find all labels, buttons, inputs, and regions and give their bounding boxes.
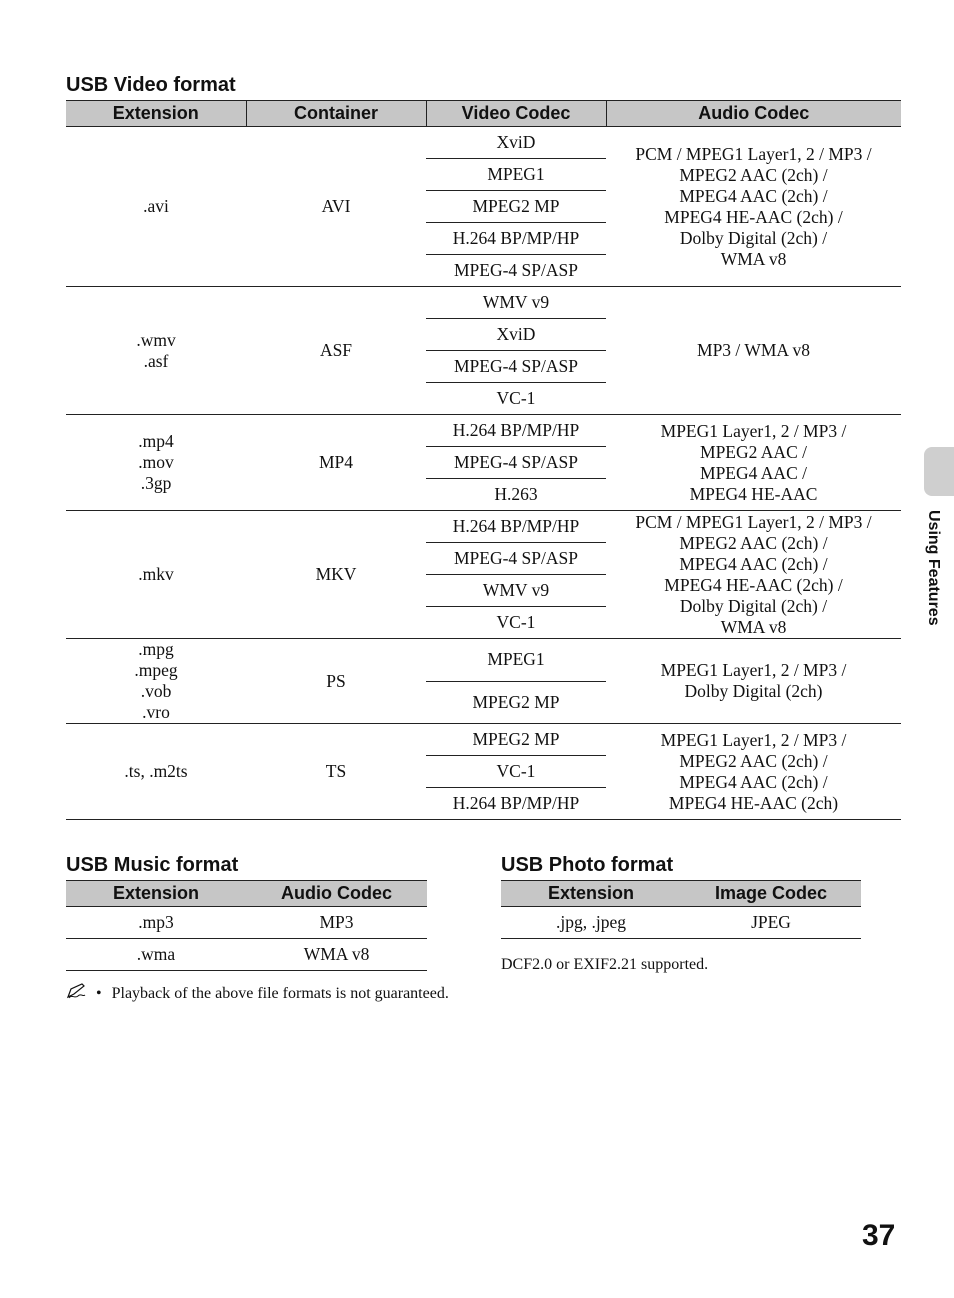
container-cell: MP4 [246,415,426,511]
video-codec-cell: XviD [426,319,606,351]
audio-codec-line: MPEG4 AAC (2ch) / [679,771,828,792]
audio-codec-cell [606,724,901,820]
table-row [66,639,901,682]
table-cell: MP3 [246,907,427,939]
video-codec-cell: MPEG1 [426,159,606,191]
extension-item: .vob [140,681,172,701]
video-codec-cell: WMV v9 [426,575,606,607]
table-row [66,511,901,543]
video-codec-cell: H.264 BP/MP/HP [426,511,606,543]
page-number: 37 [862,1219,896,1252]
audio-codec-cell [606,127,901,287]
table-cell: .mp3 [66,907,246,939]
extension-item: .wmv [136,329,176,350]
audio-codec-line: MPEG4 AAC (2ch) / [679,185,828,206]
photo-support-note: DCF2.0 or EXIF2.21 supported. [501,956,709,973]
audio-codec-line: MPEG2 AAC / [700,441,807,462]
video-codec-cell: MPEG-4 SP/ASP [426,351,606,383]
footnote [66,983,449,1004]
table-row [66,415,901,447]
audio-codec-line: Dolby Digital (2ch) [684,681,823,701]
video-codec-cell: MPEG2 MP [426,681,606,724]
side-tab-marker [924,447,954,496]
container-cell: AVI [321,196,351,216]
extension-item: .avi [143,196,169,216]
side-tab-label: Using Features [925,510,942,626]
note-pencil-icon [66,983,88,1004]
audio-codec-line: MPEG2 AAC (2ch) / [679,750,828,771]
footnote-bullet: • [96,984,102,1002]
footnote-text: Playback of the above file formats is not guaranteed. [111,984,449,1002]
music-format-table [66,880,427,971]
column-header: Container [246,101,426,127]
audio-codec-line: MPEG1 Layer1, 2 / MP3 / [660,420,847,441]
video-codec-cell: XviD [496,132,536,152]
extension-cell [66,287,246,415]
extension-cell [66,639,246,724]
video-codec-cell: MPEG1 [426,639,606,682]
column-header: Audio Codec [606,101,901,127]
column-header: Extension [501,881,681,907]
audio-codec-line: Dolby Digital (2ch) / [679,595,828,616]
audio-codec-line: MPEG1 Layer1, 2 / MP3 / [660,729,847,750]
audio-codec-line: WMA v8 [720,248,787,269]
table-row [66,939,427,971]
audio-codec-line: MPEG4 AAC / [700,462,807,483]
extension-item: .mpg [138,639,174,659]
audio-codec-line: PCM / MPEG1 Layer1, 2 / MP3 / [635,511,872,532]
column-header: Extension [66,881,246,907]
video-format-table [66,100,901,820]
column-header: Audio Codec [246,881,427,907]
column-header: Image Codec [681,881,861,907]
container-cell: TS [246,724,426,820]
column-header: Extension [66,101,246,127]
extension-item: .mkv [138,564,174,584]
video-codec-cell: MPEG-4 SP/ASP [426,543,606,575]
audio-codec-line: MPEG2 AAC (2ch) / [679,532,828,553]
video-table-body [66,127,901,820]
extension-item: .ts, .m2ts [124,761,188,781]
extension-item: .mpeg [134,660,178,680]
photo-table-body [501,907,861,939]
table-row [66,724,901,756]
video-section-title: USB Video format [66,74,236,96]
table-row [66,127,901,159]
extension-cell [66,127,246,287]
video-codec-cell: H.263 [426,479,606,511]
video-codec-cell: H.264 BP/MP/HP [426,415,606,447]
photo-format-table [501,880,861,939]
extension-item: .mov [138,452,174,472]
audio-codec-cell [606,639,901,724]
table-cell: .jpg, .jpeg [501,907,681,939]
table-row [66,907,427,939]
video-table-header-row [66,101,901,127]
audio-codec-line: Dolby Digital (2ch) / [679,227,828,248]
container-cell: MKV [246,511,426,639]
table-cell: .wma [66,939,246,971]
table-row [66,287,901,319]
photo-section-title: USB Photo format [501,854,674,876]
audio-codec-line: MPEG4 HE-AAC (2ch) / [664,206,843,227]
column-header: Video Codec [426,101,606,127]
extension-item: .mp4 [138,431,174,451]
table-cell: WMA v8 [246,939,427,971]
video-codec-cell: H.264 BP/MP/HP [426,788,606,820]
audio-codec-line: MPEG4 HE-AAC (2ch) [668,792,839,813]
audio-codec-line: MP3 / WMA v8 [697,340,810,360]
video-codec-cell: VC-1 [426,383,606,415]
table-row [501,907,861,939]
video-codec-cell: WMV v9 [426,287,606,319]
video-codec-cell: MPEG-4 SP/ASP [426,255,606,287]
extension-item: .asf [143,350,169,371]
audio-codec-cell [606,287,901,415]
video-codec-cell: VC-1 [426,607,606,639]
music-table-body [66,907,427,971]
photo-table-header-row [501,881,861,907]
video-codec-cell: MPEG-4 SP/ASP [426,447,606,479]
audio-codec-line: WMA v8 [720,616,787,637]
audio-codec-line: PCM / MPEG1 Layer1, 2 / MP3 / [635,143,872,164]
extension-item: .3gp [140,473,172,493]
extension-cell [66,724,246,820]
audio-codec-cell [606,511,901,639]
extension-cell [66,511,246,639]
video-codec-cell: MPEG2 MP [426,191,606,223]
container-cell: ASF [246,287,426,415]
audio-codec-line: MPEG4 HE-AAC (2ch) / [664,574,843,595]
extension-cell [66,415,246,511]
video-codec-cell: MPEG2 MP [426,724,606,756]
video-codec-cell: VC-1 [426,756,606,788]
audio-codec-line: MPEG4 AAC (2ch) / [679,553,828,574]
audio-codec-line: MPEG4 HE-AAC [689,483,818,504]
table-cell: JPEG [681,907,861,939]
audio-codec-cell [606,415,901,511]
container-cell: PS [246,639,426,724]
extension-item: .vro [142,702,170,722]
music-section-title: USB Music format [66,854,239,876]
audio-codec-line: MPEG2 AAC (2ch) / [679,164,828,185]
music-table-header-row [66,881,427,907]
audio-codec-line: MPEG1 Layer1, 2 / MP3 / [660,660,847,680]
video-codec-cell: H.264 BP/MP/HP [426,223,606,255]
